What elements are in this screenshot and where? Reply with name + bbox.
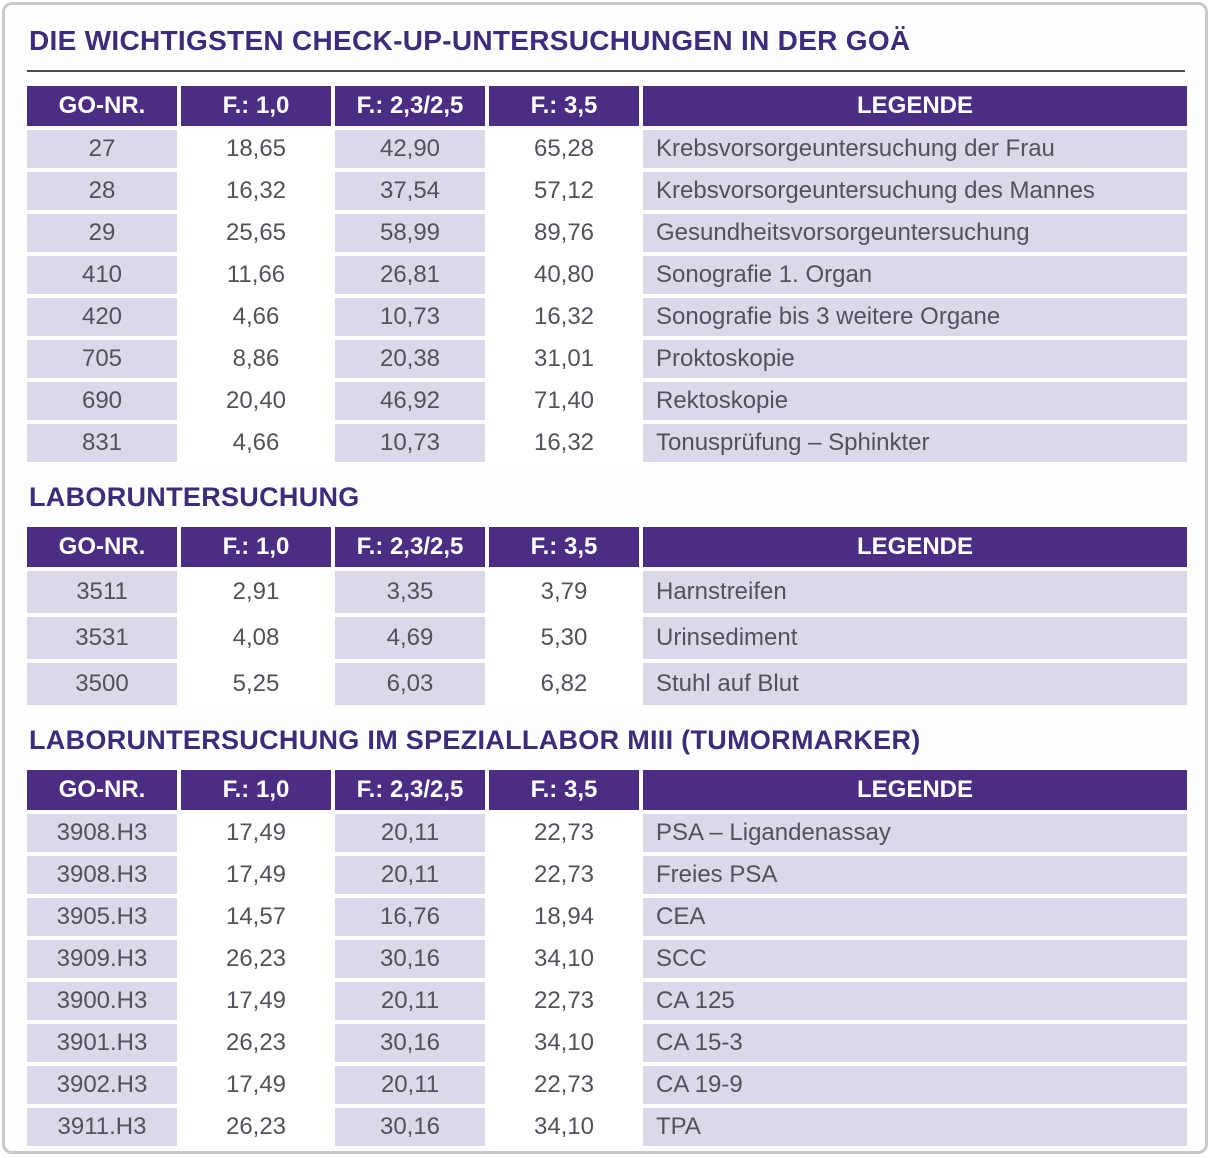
legende-cell: CA 15-3 <box>643 1024 1187 1062</box>
go-nr-cell: 410 <box>27 256 177 294</box>
column-header: F.: 3,5 <box>489 86 639 126</box>
column-header: GO-NR. <box>27 86 177 126</box>
fee-value-cell: 5,30 <box>489 617 639 659</box>
go-nr-cell: 3511 <box>27 571 177 613</box>
fee-value-cell: 34,10 <box>489 940 639 978</box>
table-row <box>27 617 1187 659</box>
fee-value-cell: 46,92 <box>335 382 485 420</box>
legende-cell: Krebsvorsorgeuntersuchung des Mannes <box>643 172 1187 210</box>
table-row <box>27 898 1187 936</box>
fee-table <box>23 766 1191 1150</box>
go-nr-cell: 3902.H3 <box>27 1066 177 1104</box>
fee-value-cell: 4,66 <box>181 424 331 462</box>
go-nr-cell: 3911.H3 <box>27 1108 177 1146</box>
table-row <box>27 1108 1187 1146</box>
go-nr-cell: 3500 <box>27 663 177 705</box>
column-header: F.: 1,0 <box>181 86 331 126</box>
fee-value-cell: 20,11 <box>335 1066 485 1104</box>
fee-value-cell: 16,32 <box>489 424 639 462</box>
column-header: LEGENDE <box>643 527 1187 567</box>
go-nr-cell: 3908.H3 <box>27 814 177 852</box>
fee-value-cell: 37,54 <box>335 172 485 210</box>
go-nr-cell: 27 <box>27 130 177 168</box>
legende-cell: Freies PSA <box>643 856 1187 894</box>
table-row <box>27 856 1187 894</box>
fee-table <box>23 523 1191 709</box>
table-row <box>27 382 1187 420</box>
section-heading: LABORUNTERSUCHUNG <box>29 482 360 512</box>
go-nr-cell: 29 <box>27 214 177 252</box>
legende-cell: PSA – Ligandenassay <box>643 814 1187 852</box>
fee-value-cell: 6,82 <box>489 663 639 705</box>
fee-value-cell: 26,81 <box>335 256 485 294</box>
legende-cell: TPA <box>643 1108 1187 1146</box>
legende-cell: Harnstreifen <box>643 571 1187 613</box>
column-header: LEGENDE <box>643 770 1187 810</box>
title-rule <box>27 70 1185 72</box>
table-row <box>27 298 1187 336</box>
fee-value-cell: 22,73 <box>489 814 639 852</box>
fee-value-cell: 17,49 <box>181 814 331 852</box>
table-row <box>27 256 1187 294</box>
go-nr-cell: 831 <box>27 424 177 462</box>
legende-cell: Sonografie 1. Organ <box>643 256 1187 294</box>
page-title: DIE WICHTIGSTEN CHECK-UP-UNTERSUCHUNGEN IN DER GOÄ <box>29 25 911 56</box>
legende-cell: CEA <box>643 898 1187 936</box>
fee-value-cell: 6,03 <box>335 663 485 705</box>
column-header: F.: 2,3/2,5 <box>335 86 485 126</box>
fee-value-cell: 57,12 <box>489 172 639 210</box>
fee-value-cell: 16,76 <box>335 898 485 936</box>
fee-value-cell: 4,66 <box>181 298 331 336</box>
fee-value-cell: 22,73 <box>489 1066 639 1104</box>
fee-value-cell: 16,32 <box>489 298 639 336</box>
fee-value-cell: 42,90 <box>335 130 485 168</box>
legende-cell: Stuhl auf Blut <box>643 663 1187 705</box>
fee-value-cell: 20,40 <box>181 382 331 420</box>
go-nr-cell: 3905.H3 <box>27 898 177 936</box>
table-row <box>27 340 1187 378</box>
legende-cell: CA 125 <box>643 982 1187 1020</box>
fee-value-cell: 20,11 <box>335 814 485 852</box>
table-row <box>27 172 1187 210</box>
fee-value-cell: 18,65 <box>181 130 331 168</box>
fee-value-cell: 30,16 <box>335 940 485 978</box>
fee-value-cell: 10,73 <box>335 424 485 462</box>
table-row <box>27 424 1187 462</box>
column-header: LEGENDE <box>643 86 1187 126</box>
table-row <box>27 214 1187 252</box>
column-header: F.: 3,5 <box>489 527 639 567</box>
legende-cell: Urinsediment <box>643 617 1187 659</box>
legende-cell: Sonografie bis 3 weitere Organe <box>643 298 1187 336</box>
column-header: F.: 3,5 <box>489 770 639 810</box>
fee-value-cell: 20,11 <box>335 856 485 894</box>
column-header: F.: 1,0 <box>181 770 331 810</box>
fee-value-cell: 71,40 <box>489 382 639 420</box>
go-nr-cell: 3531 <box>27 617 177 659</box>
fee-table <box>23 82 1191 466</box>
table-row <box>27 1024 1187 1062</box>
legende-cell: Gesundheitsvorsorgeuntersuchung <box>643 214 1187 252</box>
fee-value-cell: 18,94 <box>489 898 639 936</box>
fee-value-cell: 30,16 <box>335 1108 485 1146</box>
fee-value-cell: 31,01 <box>489 340 639 378</box>
legende-cell: CA 19-9 <box>643 1066 1187 1104</box>
fee-value-cell: 10,73 <box>335 298 485 336</box>
fee-value-cell: 20,38 <box>335 340 485 378</box>
fee-value-cell: 26,23 <box>181 1108 331 1146</box>
fee-value-cell: 3,79 <box>489 571 639 613</box>
tables-container <box>27 82 1185 1150</box>
section-heading: LABORUNTERSUCHUNG IM SPEZIALLABOR MIII (TUMORMARKER) <box>29 725 921 755</box>
table-row <box>27 814 1187 852</box>
table-row <box>27 663 1187 705</box>
fee-value-cell: 17,49 <box>181 856 331 894</box>
fee-value-cell: 16,32 <box>181 172 331 210</box>
table-row <box>27 982 1187 1020</box>
legende-cell: Rektoskopie <box>643 382 1187 420</box>
fee-value-cell: 34,10 <box>489 1108 639 1146</box>
fee-value-cell: 11,66 <box>181 256 331 294</box>
legende-cell: SCC <box>643 940 1187 978</box>
fee-value-cell: 17,49 <box>181 1066 331 1104</box>
legende-cell: Tonusprüfung – Sphinkter <box>643 424 1187 462</box>
fee-value-cell: 26,23 <box>181 1024 331 1062</box>
column-header: F.: 2,3/2,5 <box>335 770 485 810</box>
fee-value-cell: 34,10 <box>489 1024 639 1062</box>
table-row <box>27 940 1187 978</box>
fee-value-cell: 89,76 <box>489 214 639 252</box>
go-nr-cell: 705 <box>27 340 177 378</box>
column-header: F.: 2,3/2,5 <box>335 527 485 567</box>
fee-value-cell: 4,69 <box>335 617 485 659</box>
column-header: GO-NR. <box>27 770 177 810</box>
fee-value-cell: 20,11 <box>335 982 485 1020</box>
fee-value-cell: 25,65 <box>181 214 331 252</box>
go-nr-cell: 3909.H3 <box>27 940 177 978</box>
fee-value-cell: 40,80 <box>489 256 639 294</box>
fee-value-cell: 17,49 <box>181 982 331 1020</box>
table-row <box>27 130 1187 168</box>
fee-value-cell: 4,08 <box>181 617 331 659</box>
fee-value-cell: 30,16 <box>335 1024 485 1062</box>
document-card <box>2 2 1208 1154</box>
legende-cell: Proktoskopie <box>643 340 1187 378</box>
fee-value-cell: 65,28 <box>489 130 639 168</box>
fee-value-cell: 22,73 <box>489 982 639 1020</box>
go-nr-cell: 3900.H3 <box>27 982 177 1020</box>
go-nr-cell: 28 <box>27 172 177 210</box>
fee-value-cell: 26,23 <box>181 940 331 978</box>
table-row <box>27 571 1187 613</box>
go-nr-cell: 3908.H3 <box>27 856 177 894</box>
fee-value-cell: 8,86 <box>181 340 331 378</box>
go-nr-cell: 420 <box>27 298 177 336</box>
fee-value-cell: 58,99 <box>335 214 485 252</box>
go-nr-cell: 690 <box>27 382 177 420</box>
column-header: GO-NR. <box>27 527 177 567</box>
go-nr-cell: 3901.H3 <box>27 1024 177 1062</box>
table-row <box>27 1066 1187 1104</box>
fee-value-cell: 3,35 <box>335 571 485 613</box>
fee-value-cell: 22,73 <box>489 856 639 894</box>
column-header: F.: 1,0 <box>181 527 331 567</box>
fee-value-cell: 14,57 <box>181 898 331 936</box>
fee-value-cell: 2,91 <box>181 571 331 613</box>
legende-cell: Krebsvorsorgeuntersuchung der Frau <box>643 130 1187 168</box>
fee-value-cell: 5,25 <box>181 663 331 705</box>
